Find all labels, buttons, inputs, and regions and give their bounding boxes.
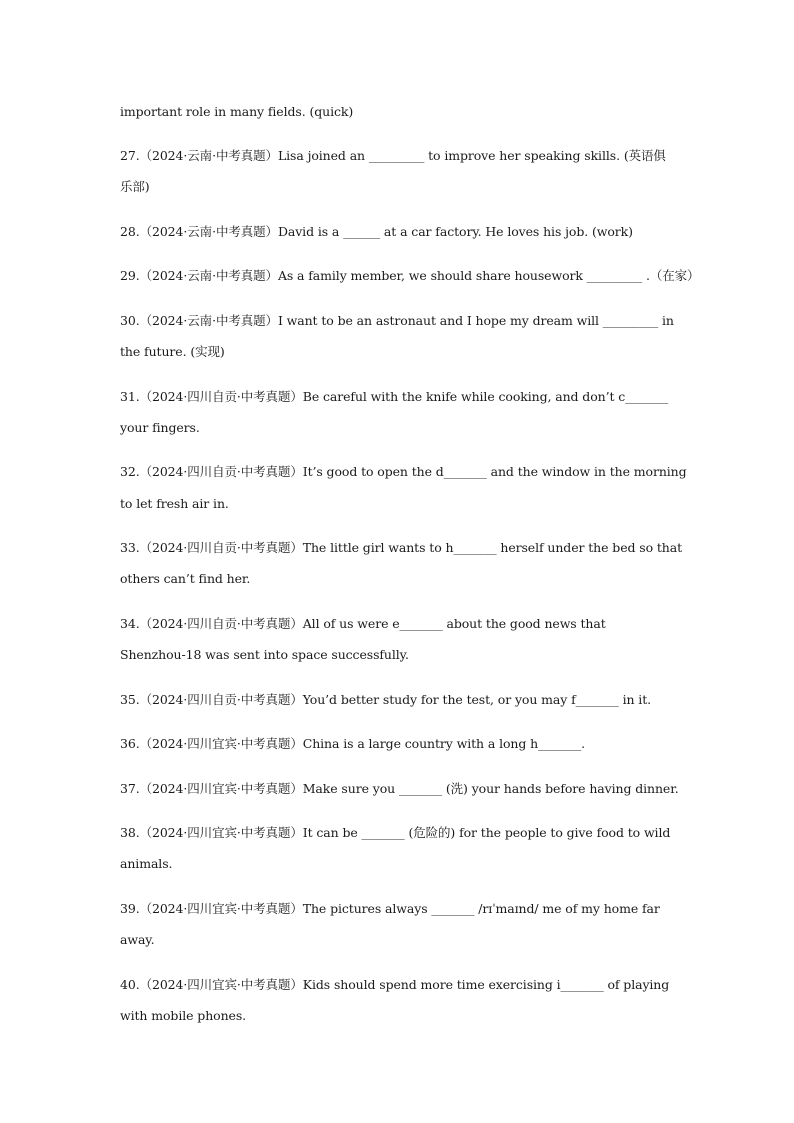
question-34-line-1: 34.（2024·四川自贡·中考真题）All of us were e_______ about the good news that (120, 616, 606, 631)
question-29: 29.（2024·云南·中考真题）As a family member, we should share housework _________ .（在家） (120, 268, 700, 283)
question-32-line-1: 32.（2024·四川自贡·中考真题）It’s good to open the d_______ and the window in the morning (120, 464, 687, 479)
question-34-line-2: Shenzhou-18 was sent into space successfully. (120, 647, 409, 662)
question-31-line-1: 31.（2024·四川自贡·中考真题）Be careful with the knife while cooking, and don’t c_______ (120, 389, 669, 404)
question-39-line-1: 39.（2024·四川宜宾·中考真题）The pictures always _______ /rɪˈmaɪnd/ me of my home far (120, 901, 660, 916)
question-31-line-2: your fingers. (120, 420, 200, 435)
question-33-line-2: others can’t find her. (120, 571, 251, 586)
question-30-line-2: the future. (实现) (120, 344, 225, 359)
question-38-line-1: 38.（2024·四川宜宾·中考真题）It can be _______ (危险的) for the people to give food to wild (120, 825, 671, 840)
question-36: 36.（2024·四川宜宾·中考真题）China is a large country with a long h_______. (120, 736, 585, 751)
question-28: 28.（2024·云南·中考真题）David is a ______ at a car factory. He loves his job. (work) (120, 224, 633, 239)
question-33-line-1: 33.（2024·四川自贡·中考真题）The little girl wants to h_______ herself under the bed so that (120, 540, 683, 555)
question-40-line-2: with mobile phones. (120, 1008, 247, 1023)
question-37: 37.（2024·四川宜宾·中考真题）Make sure you _______ (洗) your hands before having dinner. (120, 781, 679, 796)
question-30-line-1: 30.（2024·云南·中考真题）I want to be an astronaut and I hope my dream will _________ in (120, 313, 674, 328)
question-40-line-1: 40.（2024·四川宜宾·中考真题）Kids should spend more time exercising i_______ of playing (120, 977, 670, 992)
text-line: important role in many fields. (quick) (120, 104, 354, 119)
question-35: 35.（2024·四川自贡·中考真题）You’d better study for the test, or you may f_______ in it. (120, 692, 651, 707)
question-27-line-1: 27.（2024·云南·中考真题）Lisa joined an _________ to improve her speaking skills. (英语俱 (120, 148, 666, 163)
question-38-line-2: animals. (120, 856, 173, 871)
question-39-line-2: away. (120, 932, 155, 947)
question-27-line-2: 乐部) (120, 179, 150, 194)
question-32-line-2: to let fresh air in. (120, 496, 229, 511)
